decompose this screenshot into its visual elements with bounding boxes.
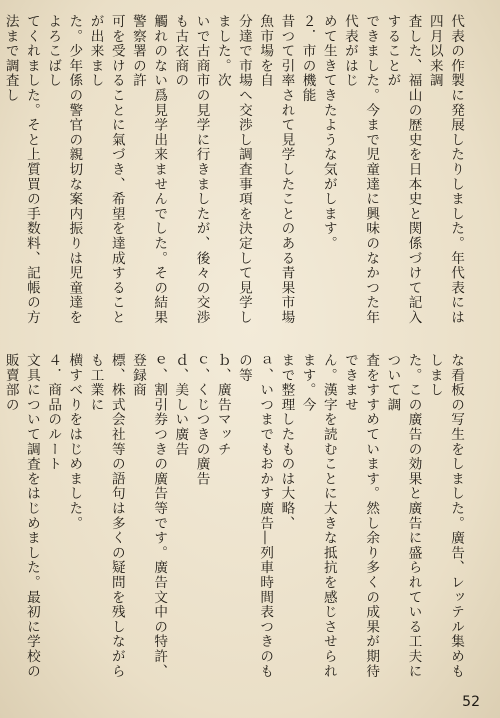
text-column: た。少年係の警官の親切な案内振りは児童達をよろこばし bbox=[45, 14, 83, 325]
text-column: 文具について調査をはじめました。最初に学校の販賣部の bbox=[2, 353, 40, 679]
text-column: 昔つて引率されて見学したことのある青果市場魚市場を自 bbox=[257, 14, 295, 325]
text-column: めて生きてきたような気がします。 bbox=[320, 14, 337, 251]
upper-text-block bbox=[2, 14, 466, 332]
text-column: な看板の写生をしました。廣告、レッテル集めもしまし bbox=[426, 353, 464, 679]
text-column: 標、株式会社等の語句は多くの疑問を残しながらも工業に bbox=[87, 353, 125, 679]
text-column: 査をすすめています。然し余り多くの成果が期待できませ bbox=[341, 353, 380, 679]
text-column: 觸れのない爲見学出来ませんでした。その結果警察署の許 bbox=[129, 14, 168, 325]
text-column: ｅ、割引券つきの廣告等です。廣告文中の特許、登録商 bbox=[129, 353, 168, 679]
text-column: ｃ、くじつきの廣告 bbox=[193, 353, 210, 487]
text-column: まで整理したものは大略、 bbox=[278, 353, 295, 531]
text-column: できました。今まで児童達に興味のなかつた年代表がはじ bbox=[341, 14, 380, 325]
text-column: 査した、福山の歴史を日本史と関係づけて記入することが bbox=[384, 14, 422, 325]
text-column: ｄ、美しい廣告 bbox=[172, 353, 189, 457]
text-column: 横すべりをはじめました。 bbox=[66, 353, 83, 531]
text-column: 分達で市場へ交渉し調査事項を決定して見学しました。次 bbox=[214, 14, 252, 325]
text-column: いで古商市の見学に行きましたが、後々の交渉も古衣商の bbox=[172, 14, 210, 325]
page-number: 52 bbox=[462, 694, 480, 710]
text-column: ２．市の機能 bbox=[299, 14, 316, 103]
lower-text-block bbox=[2, 353, 466, 689]
text-column: ａ、いつまでもおかす廣告―列車時間表つきのもの等 bbox=[235, 353, 274, 679]
text-column: ｂ、廣告マッチ bbox=[214, 353, 231, 457]
text-column: てくれました。そと上質買の手数料、記帳の方法まで調査し bbox=[2, 14, 40, 325]
text-column: ん。漢字を読むことに大きな抵抗を感じさせられます。今 bbox=[299, 353, 337, 679]
text-column: ４．商品のルート bbox=[45, 353, 62, 472]
text-column: 代表の作製に発展したりしました。年代表には四月以来調 bbox=[426, 14, 464, 325]
text-column: た。この廣告の効果と廣告に盛られている工夫について調 bbox=[384, 353, 422, 679]
text-column: 可を受けることに氣づき、希望を達成することが出来まし bbox=[87, 14, 125, 325]
